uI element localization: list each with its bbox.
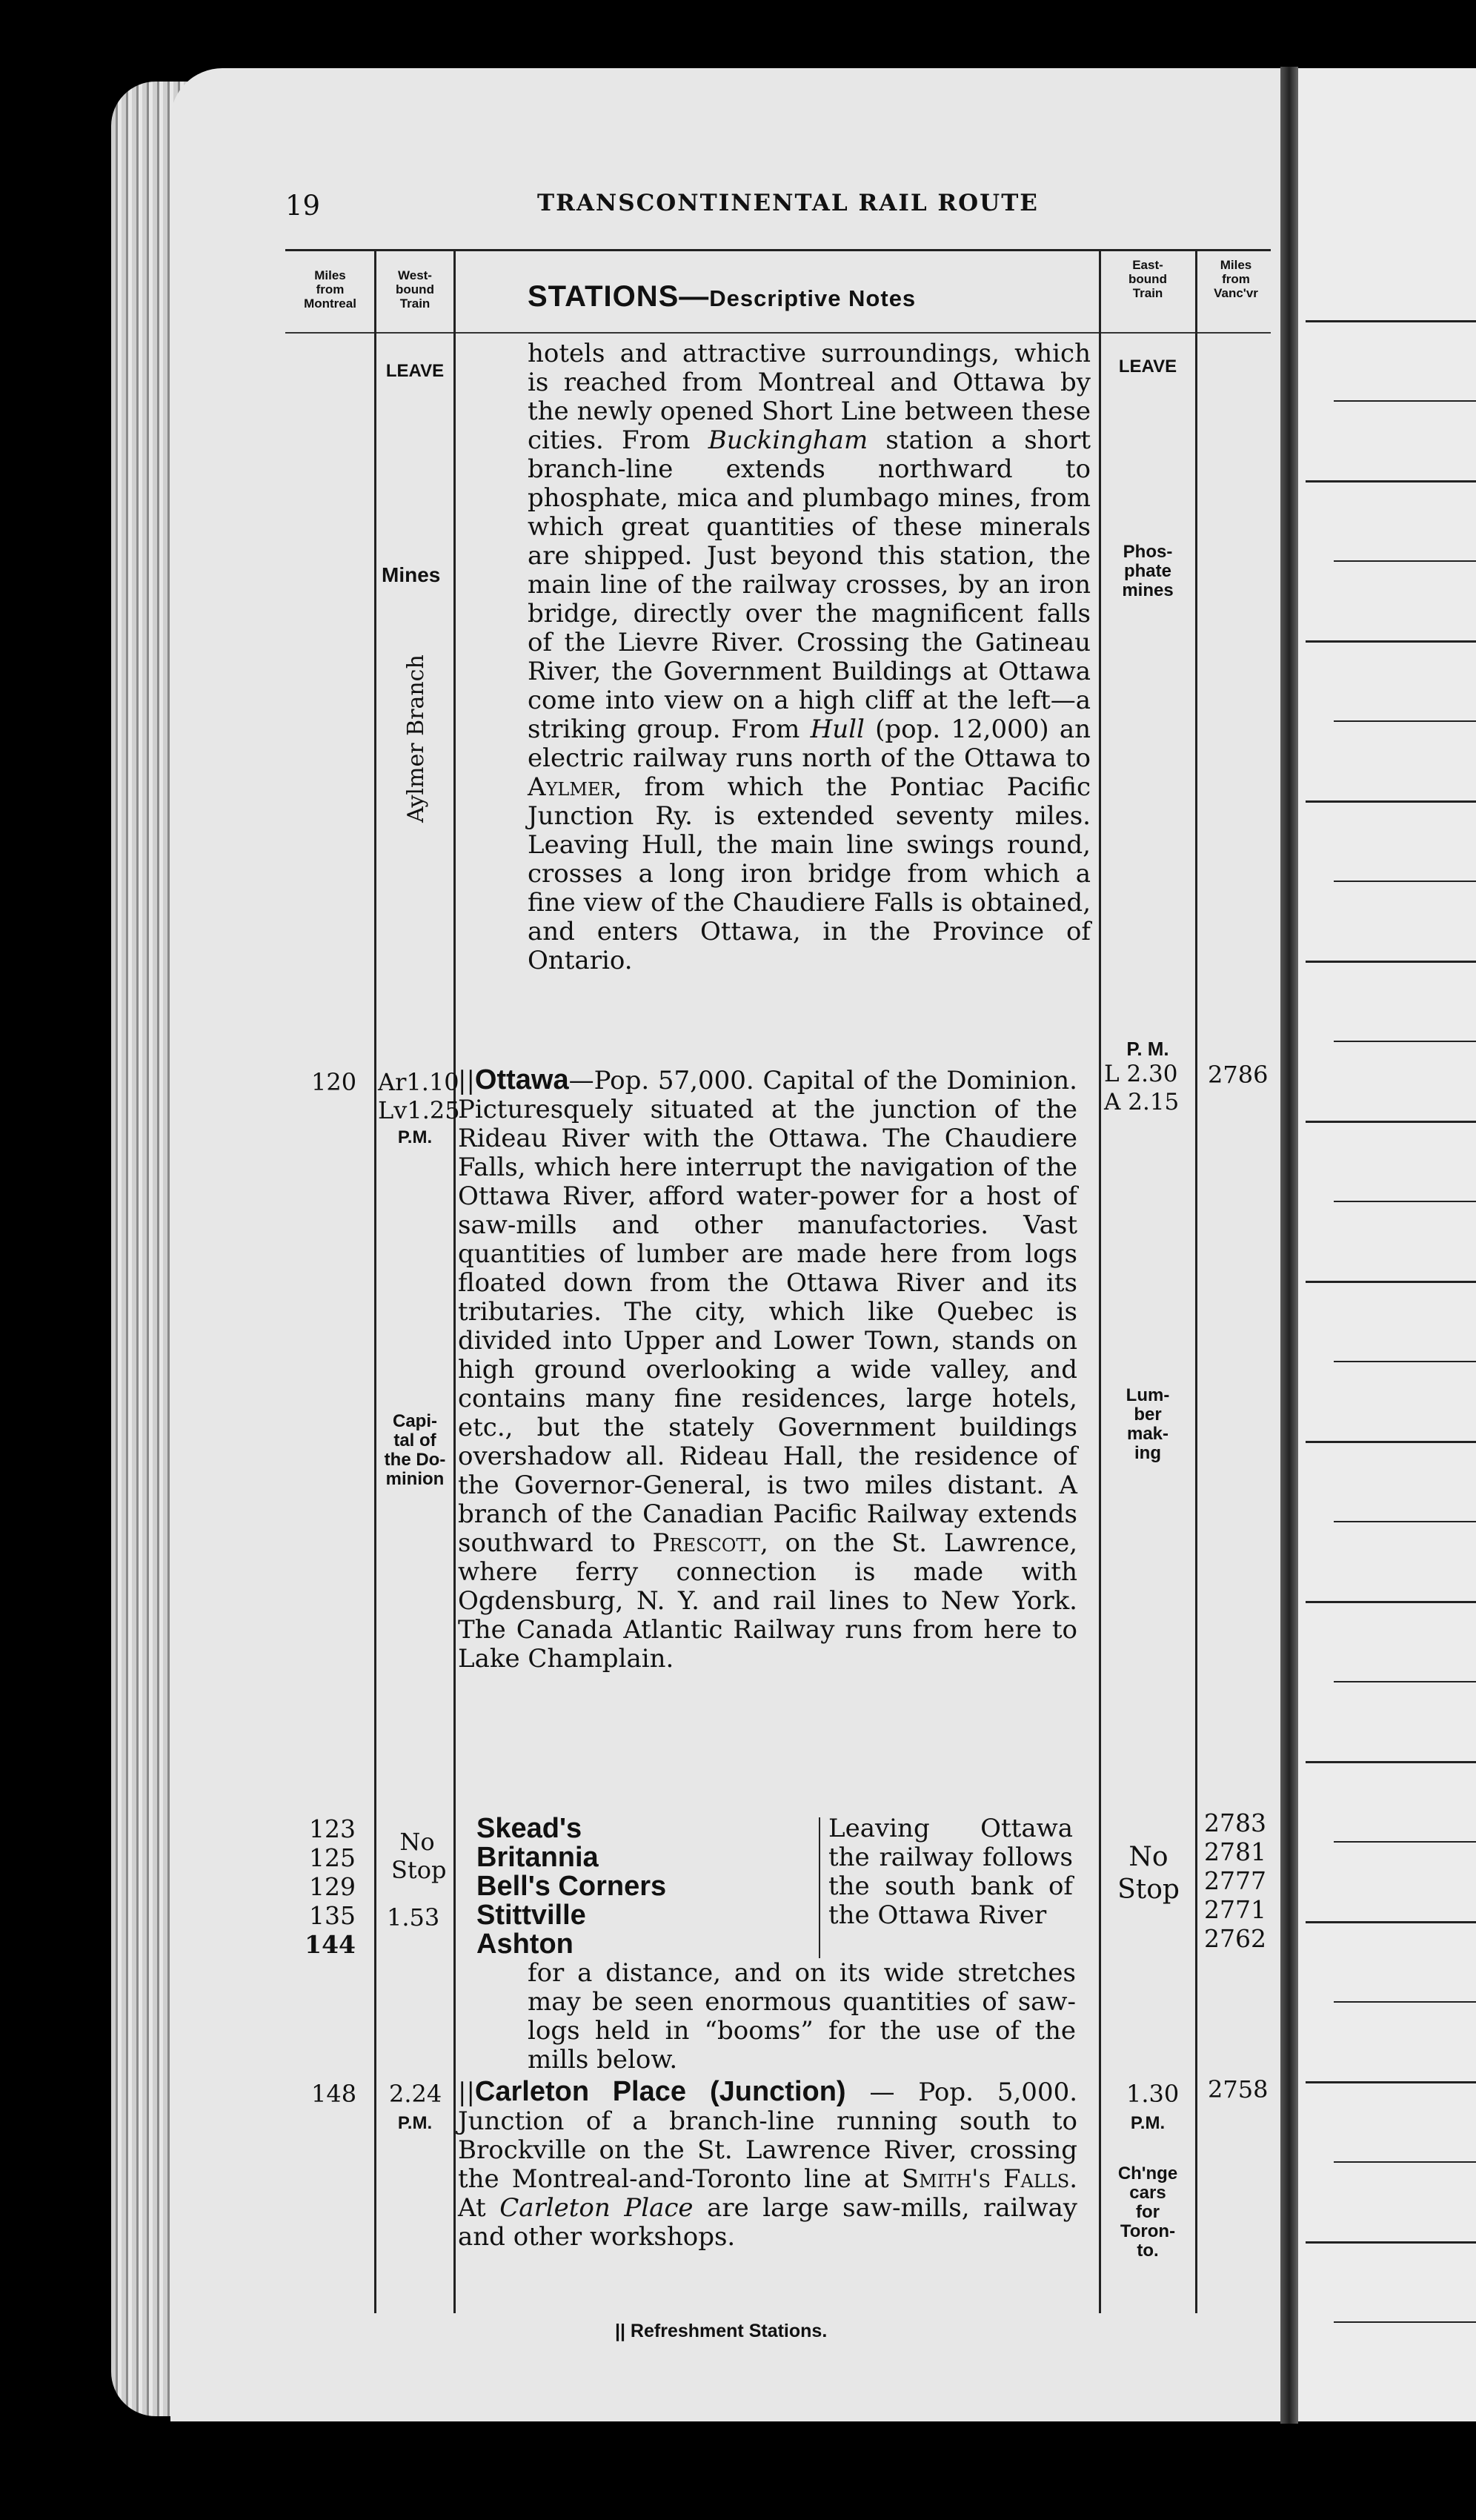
station-name: Bell's Corners [476, 1871, 667, 1902]
header-eastbound: East- bound Train [1128, 258, 1167, 300]
facing-page-rule [1334, 2321, 1476, 2323]
facing-page [1298, 68, 1476, 2421]
header-rule [285, 332, 1271, 334]
small-stations-names [476, 1814, 666, 1959]
facing-page-rule [1334, 560, 1476, 562]
carleton-vancouver-miles: 2758 [1208, 2075, 1269, 2103]
carleton-miles: 148 [311, 2080, 357, 2108]
facing-page-rule [1306, 320, 1476, 322]
carleton-east-pm: P.M. [1130, 2113, 1166, 2133]
header-miles-vancouver: Miles from Vanc'vr [1214, 258, 1258, 300]
facing-page-rule [1306, 1761, 1476, 1763]
stittville-time: 1.53 [387, 1903, 440, 1932]
leaving-ottawa-note: Leaving Ottawa the railway follows the south bank of the Ottawa River [828, 1814, 1073, 1930]
column-divider [1195, 249, 1197, 2313]
facing-page-rule [1306, 2081, 1476, 2083]
east-no-stop: No Stop [1117, 1842, 1180, 1905]
facing-page-rule [1306, 1441, 1476, 1443]
facing-page-rule [1306, 640, 1476, 643]
station-bracket [819, 1817, 820, 1958]
small-stations-miles: 123 125 129 135 144 [305, 1814, 356, 1959]
ottawa-river-note: for a distance, and on its wide stretches may be seen enormous quantities of saw-logs held in “booms” for the use of the mills below. [528, 1958, 1076, 2075]
station-name: Skead's [476, 1813, 582, 1844]
facing-page-rule [1306, 480, 1476, 483]
page-number: 19 [285, 190, 321, 222]
east-ottawa-leave: L 2.30 [1104, 1061, 1178, 1087]
carleton-station-name: Carleton Place [474, 2076, 687, 2107]
facing-page-rule [1306, 1121, 1476, 1123]
facing-page-rule [1306, 961, 1476, 963]
carleton-west-time: 2.24 [389, 2080, 442, 2108]
east-ottawa-pm: P. M. [1126, 1038, 1169, 1060]
west-mines-label: Mines [382, 563, 441, 586]
facing-page-rule [1334, 400, 1476, 402]
refreshment-footnote: || Refreshment Stations. [615, 2321, 828, 2341]
table-top-rule [285, 249, 1271, 251]
west-no-stop: No Stop [391, 1828, 447, 1884]
phosphate-note: Phos- phate mines [1122, 542, 1174, 600]
west-leave-label: LEAVE [385, 361, 445, 381]
facing-page-rule [1334, 2001, 1476, 2003]
facing-page-rule [1334, 720, 1476, 722]
station-name: Ashton [476, 1929, 574, 1960]
capital-note: Capi- tal of the Do- minion [384, 1411, 446, 1489]
carleton-west-pm: P.M. [397, 2113, 433, 2133]
ottawa-description: ||Ottawa—Pop. 57,000. Capital of the Dominion. Picturesquely situated at the junction of the Rideau River with the Ottawa. The Chaudiere Falls, which here interrupt the navigation of the Ottawa River, afford water-power for a host of saw-mills and other manufactories. Vast quantities of lumber are made here from logs floated down from the Ottawa River and its tributaries. The city, which like Quebec is divided into Upper and Lower Town, stands on high ground overlooking a wide valley, and contains many fine residences, large hotels, etc., but the stately Government buildings overshadow all. Rideau Hall, the residence of the Governor-General, is two miles distant. A branch of the Canadian Pacific Railway extends southward to Prescott, on the St. Lawrence, where ferry connection is made with Ogdensburg, N. Y. and rail lines to New York. The Canada Atlantic Railway runs from here to Lake Champlain. [458, 1064, 1078, 1674]
header-westbound: West- bound Train [396, 268, 434, 311]
facing-page-rule [1334, 1041, 1476, 1042]
facing-page-rule [1334, 1201, 1476, 1202]
header-stations: STATIONS—Descriptive Notes [528, 280, 917, 313]
lumber-note: Lum- ber mak- ing [1126, 1385, 1170, 1463]
aylmer-branch-label: Aylmer Branch [403, 654, 429, 823]
facing-page-rule [1306, 800, 1476, 803]
east-leave-label: LEAVE [1118, 357, 1177, 377]
facing-page-rule [1334, 1841, 1476, 1843]
facing-page-rule [1306, 2241, 1476, 2244]
ottawa-vancouver-miles: 2786 [1208, 1061, 1269, 1089]
facing-page-rule [1334, 1521, 1476, 1522]
facing-page-rule [1334, 881, 1476, 882]
facing-page-rule [1306, 1601, 1476, 1603]
small-stations-vancouver-miles: 2783 2781 2777 2771 2762 [1204, 1808, 1266, 1953]
running-title: TRANSCONTINENTAL RAIL ROUTE [537, 190, 1039, 216]
facing-page-rule [1334, 1361, 1476, 1362]
carleton-east-time: 1.30 [1126, 2080, 1180, 2108]
east-ottawa-arrive: A 2.15 [1104, 1089, 1180, 1115]
intro-description: hotels and attractive surroundings, which is reached from Montreal and Ottawa by the newly opened Short Line between these cities. From Buckingham station a short branch-line extends northward to phosphate, mica and plumbago mines, from which great quantities of these minerals are shipped. Just beyond this station, the main line of the railway crosses, by an iron bridge, directly over the magnificent falls of the Lievre River. Crossing the Gatineau River, the Government Buildings at Ottawa come into view on a high cliff at the left—a striking group. From Hull (pop. 12,000) an electric railway runs north of the Ottawa to Aylmer, from which the Pontiac Pacific Junction Ry. is extended seventy miles. Leaving Hull, the main line swings round, crosses a long iron bridge from which a fine view of the Chaudiere Falls is obtained, and enters Ottawa, in the Province of Ontario. [528, 339, 1091, 975]
column-divider [1099, 249, 1101, 2313]
ottawa-pm: P.M. [397, 1127, 433, 1147]
header-miles-montreal: Miles from Montreal [304, 268, 356, 311]
facing-page-rule [1306, 1281, 1476, 1283]
column-divider [374, 249, 376, 2313]
ottawa-arrive-time: Ar1.10 [378, 1068, 459, 1096]
facing-page-rule [1334, 2161, 1476, 2163]
ottawa-leave-time: Lv1.25 [378, 1096, 460, 1124]
station-name: Britannia [476, 1842, 599, 1873]
book-gutter [1280, 67, 1298, 2424]
station-name: Stittville [476, 1900, 586, 1931]
column-divider [453, 249, 456, 2313]
change-cars-note: Ch'nge cars for Toron- to. [1117, 2163, 1178, 2261]
facing-page-rule [1306, 1921, 1476, 1923]
facing-page-rule [1334, 1681, 1476, 1682]
ottawa-miles: 120 [311, 1068, 357, 1096]
carleton-description: ||Carleton Place (Junction) — Pop. 5,000. Junction of a branch-line running south to Brockville on the St. Lawrence River, crossing the Montreal-and-Toronto line at Smith's Falls. At Carleton Place are large saw-mills, railway and other workshops. [458, 2076, 1078, 2252]
ottawa-station-name: Ottawa [474, 1064, 569, 1095]
